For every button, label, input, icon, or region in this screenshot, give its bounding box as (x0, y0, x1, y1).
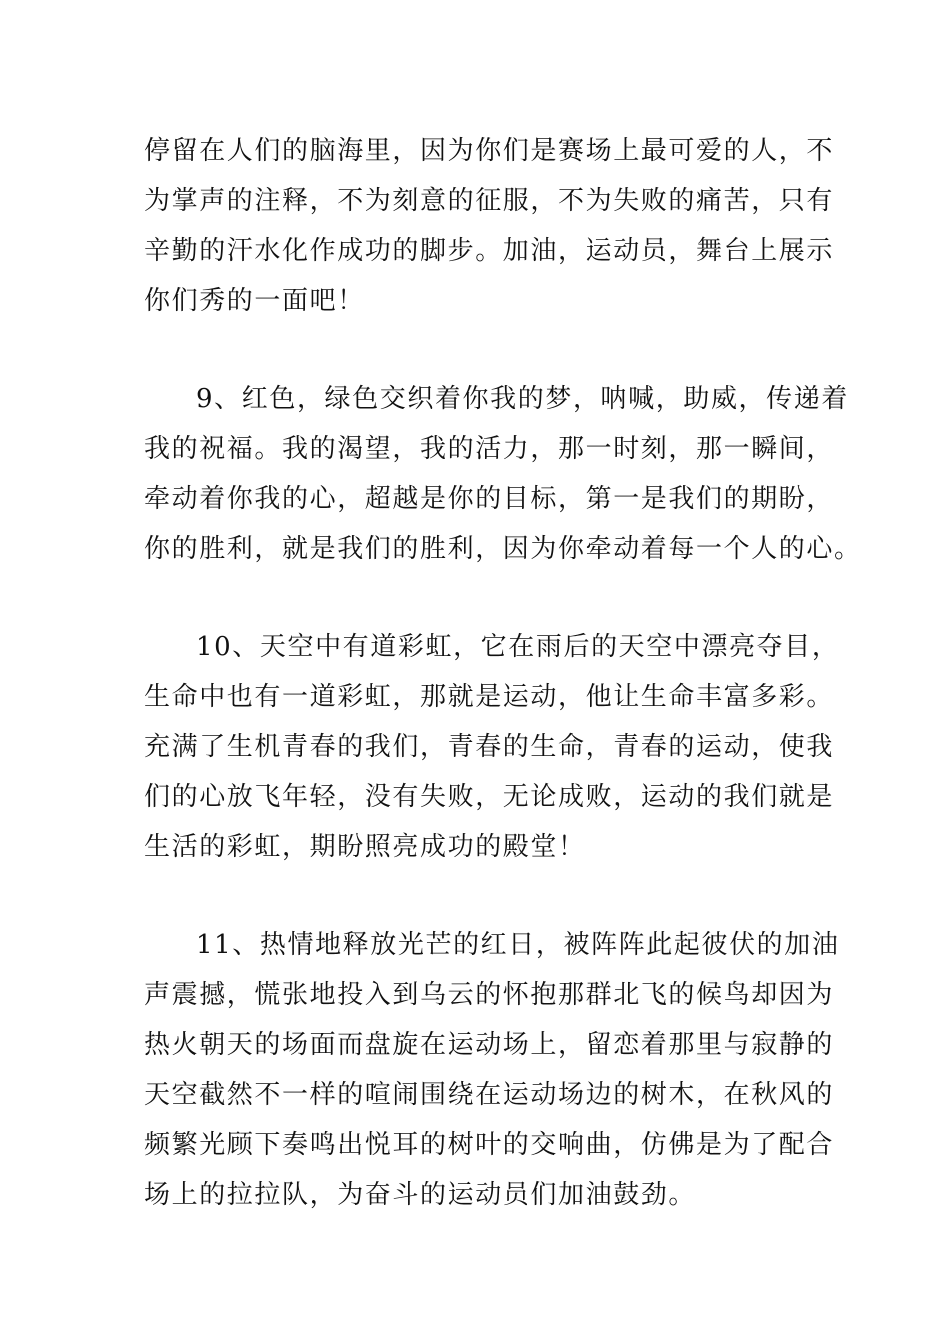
text-line: 为掌声的注释，不为刻意的征服，不为失败的痛苦，只有 (144, 186, 835, 216)
text-line: 停留在人们的脑海里，因为你们是赛场上最可爱的人，不 (144, 136, 835, 166)
text-line: 频繁光顾下奏鸣出悦耳的树叶的交响曲，仿佛是为了配合 (144, 1130, 835, 1160)
text-line: 10、天空中有道彩虹，它在雨后的天空中漂亮夺目， (196, 632, 840, 662)
text-line: 声震撼，慌张地投入到乌云的怀抱那群北飞的候鸟却因为 (144, 980, 835, 1010)
text-line: 充满了生机青春的我们，青春的生命，青春的运动，使我 (144, 732, 835, 762)
text-line: 辛勤的汗水化作成功的脚步。加油，运动员，舞台上展示 (144, 236, 835, 266)
text-line: 天空截然不一样的喧闹围绕在运动场边的树木，在秋风的 (144, 1080, 835, 1110)
text-line: 热火朝天的场面而盘旋在运动场上，留恋着那里与寂静的 (144, 1030, 835, 1060)
text-line: 你们秀的一面吧！ (144, 286, 365, 316)
text-line: 场上的拉拉队，为奋斗的运动员们加油鼓劲。 (144, 1180, 697, 1210)
text-line: 我的祝福。我的渴望，我的活力，那一时刻，那一瞬间， (144, 434, 835, 464)
text-line: 牵动着你我的心，超越是你的目标，第一是我们的期盼， (144, 484, 835, 514)
text-line: 们的心放飞年轻，没有失败，无论成败，运动的我们就是 (144, 782, 835, 812)
text-line: 生命中也有一道彩虹，那就是运动，他让生命丰富多彩。 (144, 682, 835, 712)
text-line: 生活的彩虹，期盼照亮成功的殿堂！ (144, 832, 586, 862)
text-line: 你的胜利，就是我们的胜利，因为你牵动着每一个人的心。 (144, 534, 862, 564)
text-line: 11、热情地释放光芒的红日，被阵阵此起彼伏的加油 (196, 930, 840, 960)
text-line: 9、红色，绿色交织着你我的梦，呐喊，助威，传递着 (196, 384, 849, 414)
